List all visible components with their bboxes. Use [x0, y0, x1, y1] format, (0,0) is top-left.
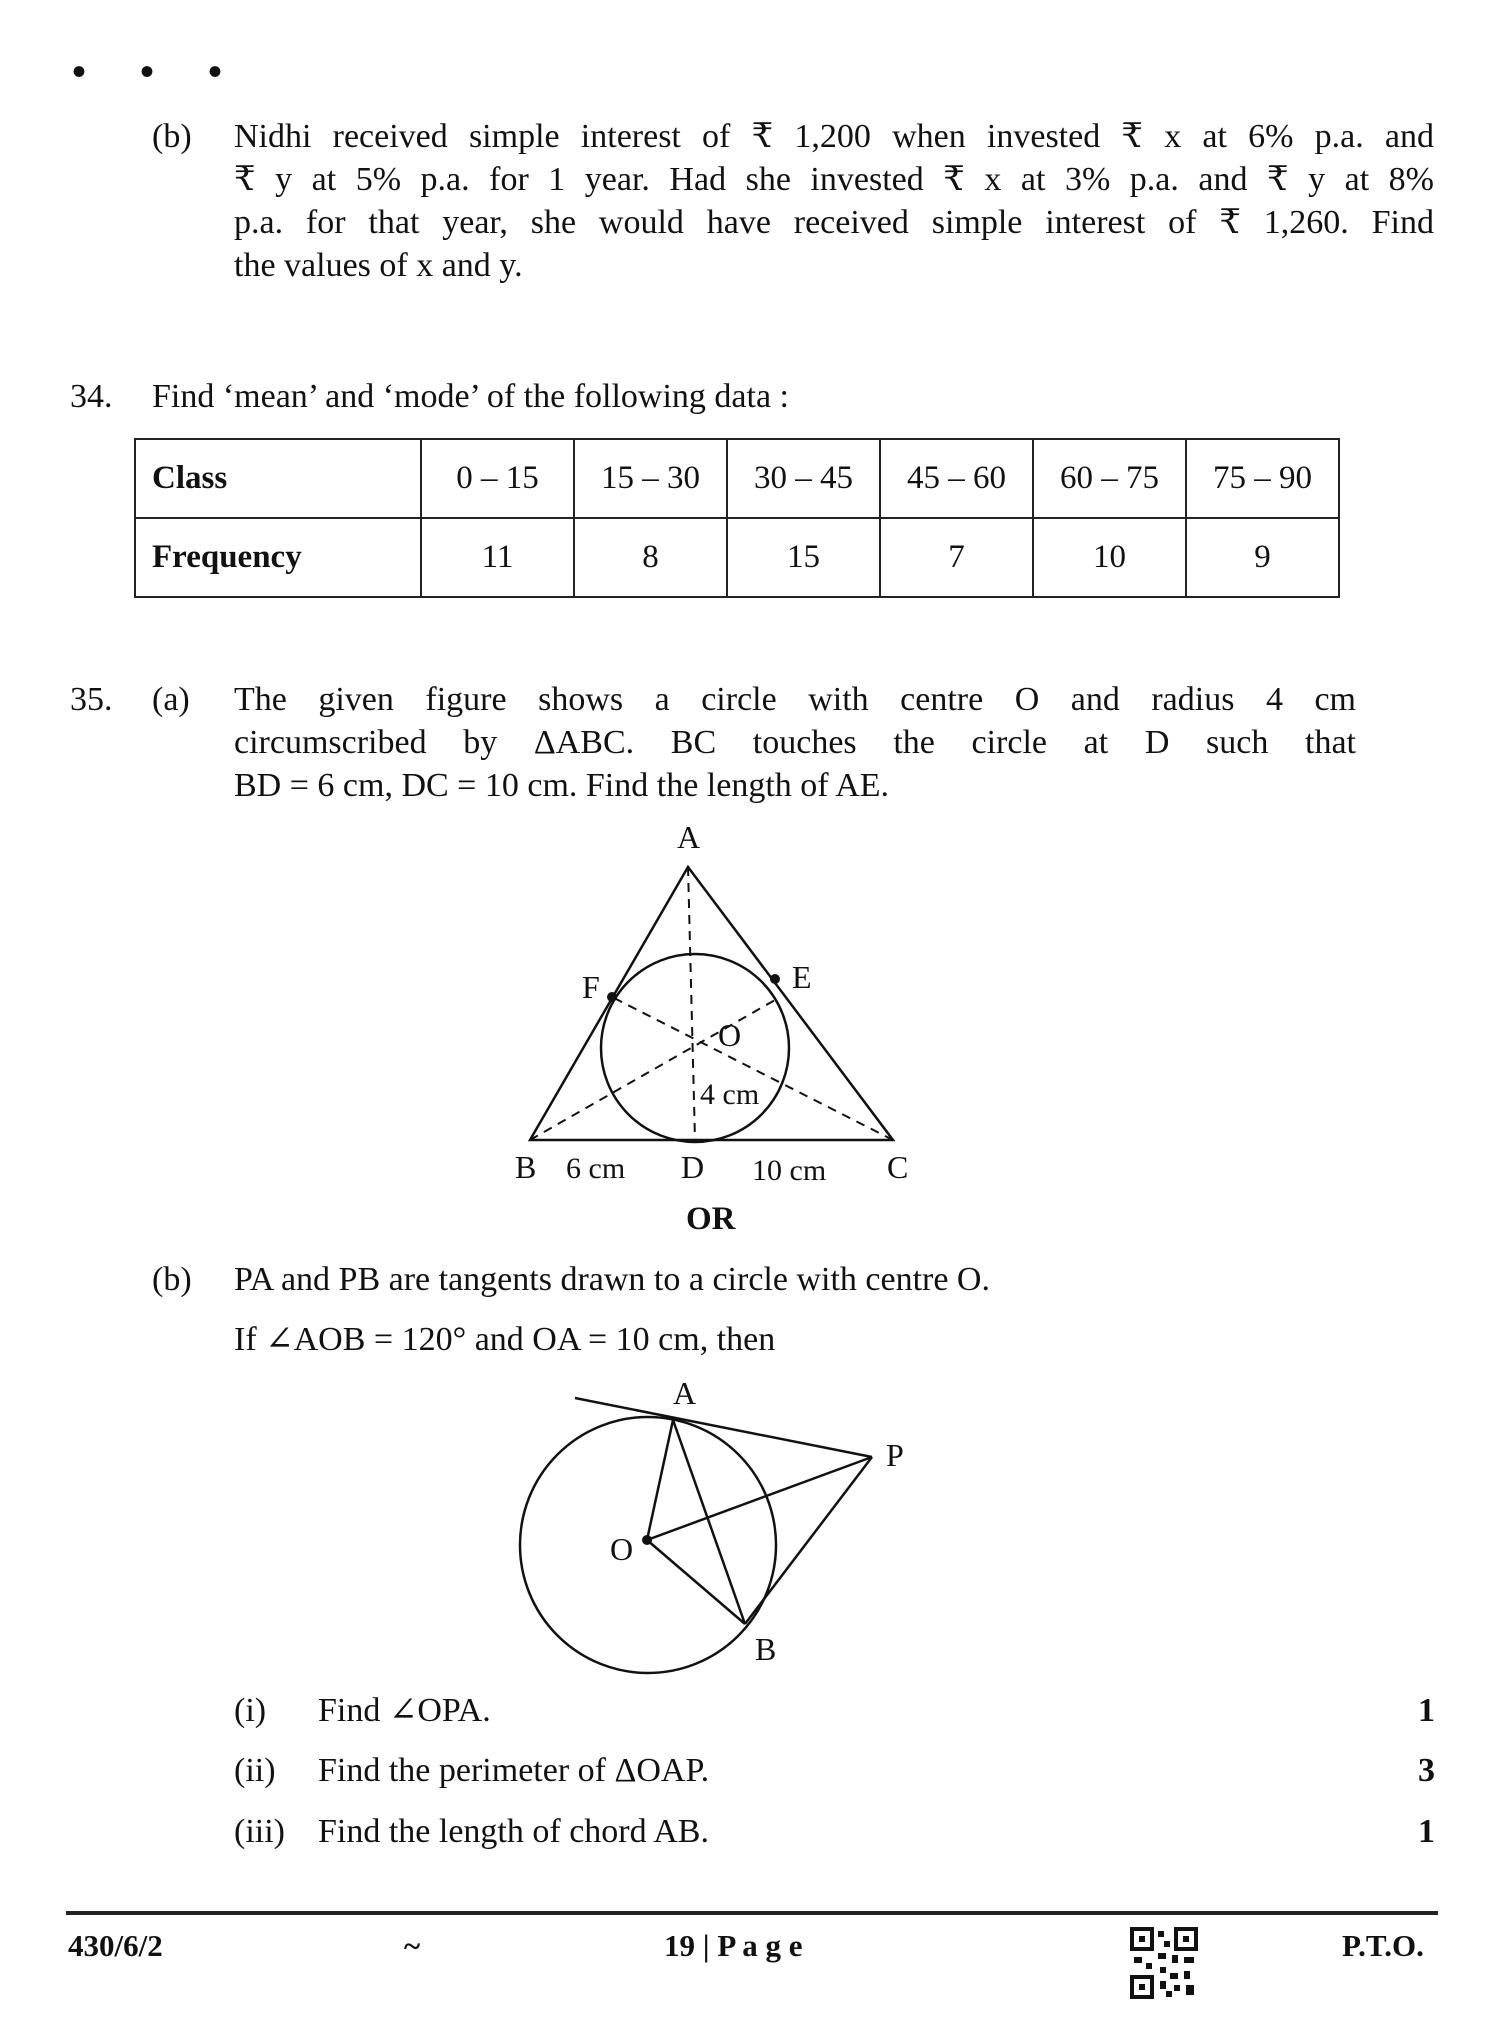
table-cell: 8: [574, 518, 727, 597]
footer-tilde: ~: [404, 1928, 421, 1963]
part-iii-num: (iii): [234, 1813, 285, 1850]
circle-o: [520, 1417, 776, 1673]
label-c: C: [887, 1149, 909, 1185]
q35a-line: circumscribed by ΔABC. BC touches the circle at D such that: [234, 724, 1356, 761]
part-iii-marks: 1: [1418, 1813, 1435, 1850]
q34-text: Find ‘mean’ and ‘mode’ of the following data :: [152, 378, 790, 415]
table-cell: 11: [421, 518, 574, 597]
table-cell: 9: [1186, 518, 1339, 597]
table-header-frequency: Frequency: [135, 518, 421, 597]
q35a-line: BD = 6 cm, DC = 10 cm. Find the length of AE.: [234, 767, 890, 804]
q35b-line2: If ∠AOB = 120° and OA = 10 cm, then: [234, 1321, 776, 1358]
q35b-line1: PA and PB are tangents drawn to a circle with centre O.: [234, 1261, 990, 1298]
part-ii-text: Find the perimeter of ΔOAP.: [318, 1752, 710, 1789]
label-e: E: [792, 959, 812, 995]
label-radius: 4 cm: [700, 1078, 760, 1111]
q35a-label: (a): [152, 681, 190, 718]
q33b-line: Nidhi received simple interest of ₹ 1,200 when invested ₹ x at 6% p.a. and: [234, 118, 1434, 155]
part-ii-marks: 3: [1418, 1752, 1435, 1789]
paper-code: 430/6/2: [68, 1928, 163, 1963]
header-dots: • • •: [72, 49, 245, 94]
table-cell: 15: [727, 518, 880, 597]
point-e: [770, 974, 780, 984]
table-cell: 15 – 30: [574, 439, 727, 518]
line-op: [647, 1457, 872, 1540]
table-cell: 30 – 45: [727, 439, 880, 518]
part-i-num: (i): [234, 1692, 267, 1729]
q33b-label: (b): [152, 118, 192, 155]
table-cell: 10: [1033, 518, 1186, 597]
table-cell: 60 – 75: [1033, 439, 1186, 518]
label-b-b: B: [755, 1631, 777, 1667]
label-d: D: [681, 1149, 705, 1185]
qr-code-icon: [1130, 1927, 1198, 1999]
table-cell: 0 – 15: [421, 439, 574, 518]
part-iii-text: Find the length of chord AB.: [318, 1813, 709, 1850]
q33b-line: p.a. for that year, she would have received simple interest of ₹ 1,260. Find: [234, 204, 1434, 241]
label-b-o: O: [610, 1531, 634, 1567]
tangent-pb: [745, 1457, 872, 1624]
label-a: A: [677, 819, 701, 855]
label-dc: 10 cm: [752, 1154, 827, 1187]
label-b-p: P: [886, 1437, 904, 1473]
part-i-text: Find ∠OPA.: [318, 1692, 491, 1729]
label-b: B: [515, 1149, 537, 1185]
dashed-ad: [688, 867, 695, 1140]
pto-text: P.T.O.: [1342, 1928, 1424, 1963]
q33b-line: the values of x and y.: [234, 247, 523, 284]
part-i-marks: 1: [1418, 1692, 1435, 1729]
q35a-line: The given figure shows a circle with centre O and radius 4 cm: [234, 681, 1356, 718]
label-bd: 6 cm: [566, 1152, 626, 1185]
q34-number: 34.: [70, 378, 113, 415]
page-number: 19 | P a g e: [664, 1928, 803, 1963]
table-header-class: Class: [135, 439, 421, 518]
q35b-label: (b): [152, 1261, 192, 1298]
table-cell: 7: [880, 518, 1033, 597]
q35-number: 35.: [70, 681, 113, 718]
point-o: [642, 1535, 652, 1545]
q33b-line: ₹ y at 5% p.a. for 1 year. Had she invested ₹ x at 3% p.a. and ₹ y at 8%: [234, 161, 1434, 198]
table-cell: 45 – 60: [880, 439, 1033, 518]
label-b-a: A: [673, 1375, 697, 1411]
table-cell: 75 – 90: [1186, 439, 1339, 518]
label-f: F: [582, 969, 600, 1005]
footer-rule: [66, 1911, 1438, 1915]
label-o: O: [718, 1017, 742, 1053]
part-ii-num: (ii): [234, 1752, 276, 1789]
tangent-pa: [575, 1398, 872, 1457]
radius-oa: [647, 1420, 673, 1540]
or-divider: OR: [686, 1201, 736, 1237]
dashed-cf: [612, 997, 893, 1140]
point-f: [607, 992, 617, 1002]
